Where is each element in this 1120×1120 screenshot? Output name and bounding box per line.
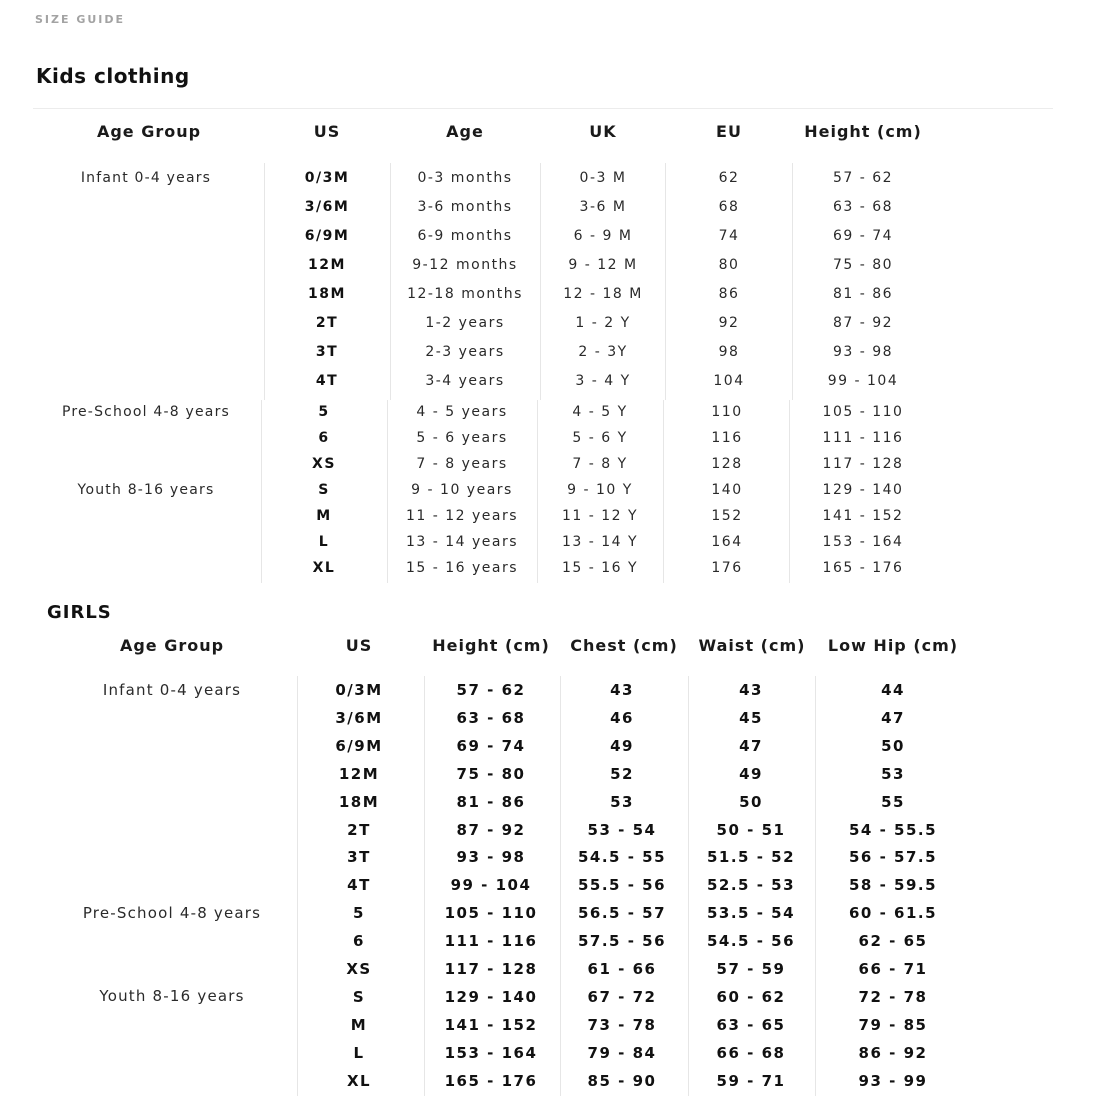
cell-height: 69 - 74	[456, 737, 526, 755]
cell-chest: 46	[610, 709, 634, 727]
cell-us: 3T	[347, 848, 371, 866]
cell-low-hip: 72 - 78	[858, 988, 928, 1006]
cell-waist: 47	[739, 737, 763, 755]
cell-age: 9-12 months	[412, 257, 518, 273]
cell-chest: 53	[610, 793, 634, 811]
cell-eu: 140	[711, 482, 743, 498]
cell-uk: 6 - 9 M	[573, 228, 633, 244]
cell-low-hip: 66 - 71	[858, 960, 928, 978]
cell-us: 6/9M	[335, 737, 383, 755]
cell-age: 2-3 years	[425, 344, 505, 360]
cell-uk: 4 - 5 Y	[572, 404, 628, 420]
cell-height: 129 - 140	[444, 988, 538, 1006]
cell-height: 99 - 104	[827, 373, 899, 389]
cell-low-hip: 58 - 59.5	[848, 876, 938, 894]
cell-us: M	[350, 1016, 368, 1034]
cell-chest: 61 - 66	[587, 960, 657, 978]
cell-us: 4T	[315, 373, 339, 389]
cell-waist: 51.5 - 52	[706, 848, 796, 866]
cell-height: 105 - 110	[444, 904, 538, 922]
cell-height: 153 - 164	[444, 1044, 538, 1062]
cell-eu: 110	[711, 404, 743, 420]
cell-height: 99 - 104	[450, 876, 532, 894]
column-separator	[789, 400, 790, 583]
header-eu: EU	[716, 122, 742, 141]
cell-chest: 49	[610, 737, 634, 755]
cell-us: 2T	[347, 821, 371, 839]
cell-low-hip: 79 - 85	[858, 1016, 928, 1034]
column-separator	[792, 163, 793, 400]
cell-us: 5	[353, 904, 365, 922]
cell-uk: 9 - 10 Y	[567, 482, 633, 498]
column-separator	[424, 676, 425, 1096]
cell-height: 57 - 62	[832, 170, 894, 186]
cell-waist: 66 - 68	[716, 1044, 786, 1062]
cell-low-hip: 93 - 99	[858, 1072, 928, 1090]
cell-eu: 152	[711, 508, 743, 524]
cell-uk: 12 - 18 M	[563, 286, 643, 302]
cell-us: 6/9M	[304, 228, 350, 244]
cell-us: L	[353, 1044, 365, 1062]
cell-us: XS	[346, 960, 372, 978]
girls-section-title: GIRLS	[47, 602, 112, 623]
age-group-label: Youth 8-16 years	[99, 987, 245, 1005]
cell-low-hip: 54 - 55.5	[848, 821, 938, 839]
cell-eu: 104	[713, 373, 745, 389]
cell-us: 0/3M	[335, 681, 383, 699]
cell-chest: 55.5 - 56	[577, 876, 667, 894]
age-group-label: Infant 0-4 years	[102, 681, 242, 699]
cell-eu: 128	[711, 456, 743, 472]
cell-height: 63 - 68	[832, 199, 894, 215]
cell-us: 6	[318, 430, 330, 446]
cell-uk: 3 - 4 Y	[575, 373, 631, 389]
cell-height: 117 - 128	[822, 456, 904, 472]
cell-age: 11 - 12 years	[405, 508, 519, 524]
cell-uk: 15 - 16 Y	[561, 560, 639, 576]
header-low-hip: Low Hip (cm)	[827, 636, 959, 655]
column-separator	[390, 163, 391, 400]
cell-height: 141 - 152	[822, 508, 904, 524]
cell-height: 105 - 110	[822, 404, 904, 420]
cell-waist: 59 - 71	[716, 1072, 786, 1090]
cell-us: S	[352, 988, 366, 1006]
cell-waist: 50 - 51	[716, 821, 786, 839]
cell-us: 18M	[338, 793, 380, 811]
header-age: Age	[446, 122, 484, 141]
cell-us: 5	[318, 404, 330, 420]
cell-eu: 80	[718, 257, 740, 273]
cell-us: XL	[346, 1072, 372, 1090]
cell-height: 93 - 98	[832, 344, 894, 360]
cell-age: 9 - 10 years	[411, 482, 513, 498]
cell-waist: 60 - 62	[716, 988, 786, 1006]
cell-height: 87 - 92	[456, 821, 526, 839]
column-separator	[665, 163, 666, 400]
column-separator	[560, 676, 561, 1096]
cell-height: 153 - 164	[822, 534, 904, 550]
cell-height: 129 - 140	[822, 482, 904, 498]
cell-us: 12M	[308, 257, 346, 273]
cell-age: 4 - 5 years	[416, 404, 508, 420]
cell-height: 81 - 86	[456, 793, 526, 811]
cell-low-hip: 62 - 65	[858, 932, 928, 950]
cell-uk: 9 - 12 M	[568, 257, 638, 273]
cell-low-hip: 53	[881, 765, 905, 783]
cell-height: 81 - 86	[832, 286, 894, 302]
cell-chest: 67 - 72	[587, 988, 657, 1006]
cell-uk: 5 - 6 Y	[572, 430, 628, 446]
column-separator	[815, 676, 816, 1096]
age-group-label: Pre-School 4-8 years	[61, 404, 231, 420]
cell-height: 75 - 80	[832, 257, 894, 273]
cell-height: 111 - 116	[444, 932, 538, 950]
cell-age: 3-4 years	[425, 373, 505, 389]
cell-us: 3/6M	[335, 709, 383, 727]
header-chest: Chest (cm)	[570, 636, 678, 655]
cell-low-hip: 55	[881, 793, 905, 811]
cell-height: 69 - 74	[832, 228, 894, 244]
column-separator	[261, 400, 262, 583]
cell-chest: 57.5 - 56	[577, 932, 667, 950]
cell-us: 4T	[347, 876, 371, 894]
cell-age: 13 - 14 years	[405, 534, 519, 550]
header-uk: UK	[589, 122, 617, 141]
cell-uk: 0-3 M	[579, 170, 627, 186]
cell-us: XL	[312, 560, 336, 576]
cell-eu: 92	[718, 315, 740, 331]
cell-eu: 98	[718, 344, 740, 360]
column-separator	[297, 676, 298, 1096]
age-group-label: Youth 8-16 years	[77, 482, 215, 498]
cell-age: 15 - 16 years	[405, 560, 519, 576]
cell-height: 141 - 152	[444, 1016, 538, 1034]
cell-low-hip: 50	[881, 737, 905, 755]
age-group-label: Infant 0-4 years	[80, 170, 212, 186]
cell-age: 5 - 6 years	[416, 430, 508, 446]
column-separator	[663, 400, 664, 583]
cell-height: 165 - 176	[444, 1072, 538, 1090]
cell-height: 57 - 62	[456, 681, 526, 699]
cell-chest: 54.5 - 55	[577, 848, 667, 866]
cell-uk: 7 - 8 Y	[572, 456, 628, 472]
column-separator	[688, 676, 689, 1096]
cell-uk: 3-6 M	[579, 199, 627, 215]
cell-low-hip: 44	[881, 681, 905, 699]
cell-uk: 13 - 14 Y	[561, 534, 639, 550]
cell-uk: 11 - 12 Y	[561, 508, 639, 524]
cell-us: 12M	[338, 765, 380, 783]
cell-low-hip: 86 - 92	[858, 1044, 928, 1062]
cell-age: 1-2 years	[425, 315, 505, 331]
cell-age: 6-9 months	[417, 228, 513, 244]
cell-waist: 53.5 - 54	[706, 904, 796, 922]
age-group-label: Pre-School 4-8 years	[82, 904, 262, 922]
cell-eu: 164	[711, 534, 743, 550]
cell-height: 75 - 80	[456, 765, 526, 783]
cell-us: M	[316, 508, 332, 524]
header-us: US	[345, 636, 373, 655]
cell-chest: 79 - 84	[587, 1044, 657, 1062]
cell-height: 87 - 92	[832, 315, 894, 331]
cell-eu: 62	[718, 170, 740, 186]
cell-us: 2T	[315, 315, 339, 331]
header-age-group: Age Group	[119, 636, 225, 655]
cell-low-hip: 60 - 61.5	[848, 904, 938, 922]
column-separator	[540, 163, 541, 400]
cell-waist: 43	[739, 681, 763, 699]
cell-uk: 1 - 2 Y	[575, 315, 631, 331]
cell-eu: 68	[718, 199, 740, 215]
cell-us: 18M	[308, 286, 346, 302]
cell-age: 3-6 months	[417, 199, 513, 215]
divider	[33, 108, 1053, 109]
cell-us: 3T	[315, 344, 339, 360]
cell-height: 165 - 176	[822, 560, 904, 576]
cell-chest: 85 - 90	[587, 1072, 657, 1090]
cell-age: 0-3 months	[417, 170, 513, 186]
cell-uk: 2 - 3Y	[578, 344, 628, 360]
cell-us: 6	[353, 932, 365, 950]
cell-low-hip: 56 - 57.5	[848, 848, 938, 866]
cell-eu: 74	[718, 228, 740, 244]
cell-us: 3/6M	[304, 199, 350, 215]
cell-eu: 116	[711, 430, 743, 446]
cell-us: L	[318, 534, 330, 550]
cell-us: XS	[312, 456, 336, 472]
cell-waist: 52.5 - 53	[706, 876, 796, 894]
header-us: US	[313, 122, 341, 141]
cell-chest: 56.5 - 57	[577, 904, 667, 922]
header-age-group: Age Group	[96, 122, 202, 141]
section-label: SIZE GUIDE	[35, 13, 126, 26]
column-separator	[387, 400, 388, 583]
cell-age: 12-18 months	[407, 286, 523, 302]
cell-eu: 176	[711, 560, 743, 576]
header-waist: Waist (cm)	[698, 636, 806, 655]
cell-us: S	[318, 482, 330, 498]
cell-waist: 49	[739, 765, 763, 783]
cell-chest: 52	[610, 765, 634, 783]
cell-waist: 63 - 65	[716, 1016, 786, 1034]
cell-height: 93 - 98	[456, 848, 526, 866]
header-height: Height (cm)	[804, 122, 922, 141]
cell-age: 7 - 8 years	[416, 456, 508, 472]
column-separator	[264, 163, 265, 400]
cell-height: 117 - 128	[444, 960, 538, 978]
page-title: Kids clothing	[36, 64, 190, 88]
header-height: Height (cm)	[432, 636, 550, 655]
cell-waist: 54.5 - 56	[706, 932, 796, 950]
cell-height: 63 - 68	[456, 709, 526, 727]
cell-us: 0/3M	[304, 170, 350, 186]
cell-waist: 45	[739, 709, 763, 727]
cell-waist: 50	[739, 793, 763, 811]
cell-chest: 73 - 78	[587, 1016, 657, 1034]
cell-eu: 86	[718, 286, 740, 302]
cell-waist: 57 - 59	[716, 960, 786, 978]
cell-height: 111 - 116	[822, 430, 904, 446]
column-separator	[537, 400, 538, 583]
cell-chest: 43	[610, 681, 634, 699]
cell-chest: 53 - 54	[587, 821, 657, 839]
cell-low-hip: 47	[881, 709, 905, 727]
